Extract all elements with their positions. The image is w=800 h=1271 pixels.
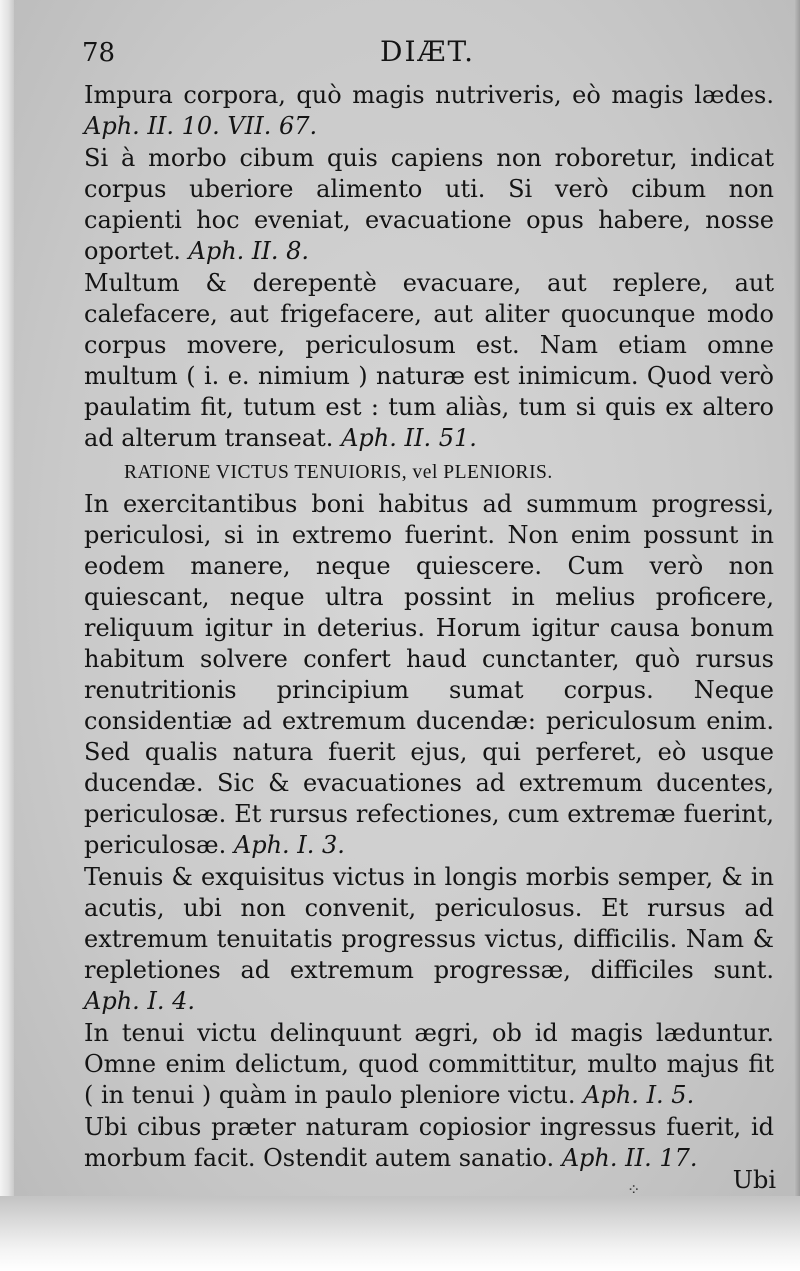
aphorism-paragraph [84, 489, 774, 861]
page-number: 78 [82, 38, 116, 68]
aphorism-text: Tenuis & exquisitus victus in longis morbis semper, & in acutis, ubi non convenit, periculosus. Et rursus ad extremum tenuitatis progressus victus, difficilis. Nam & repletiones ad extremum progressæ, difficiles sunt. [84, 863, 774, 984]
aphorism-entry [84, 80, 774, 142]
page-edge [794, 0, 800, 1271]
section-heading: RATIONE VICTUS TENUIORIS, vel PLENIORIS. [124, 462, 553, 483]
aphorism-reference: Aph. II. 8. [188, 237, 310, 265]
aphorism-entry [84, 1112, 774, 1174]
aphorism-entry [84, 268, 774, 454]
aphorism-text: Impura corpora, quò magis nutriveris, eò magis lædes. [84, 81, 774, 109]
text-block [84, 80, 774, 1175]
aphorism-reference: Aph. II. 51. [341, 424, 477, 452]
aphorism-entry [84, 1018, 774, 1111]
aphorism-reference: Aph. I. 4. [84, 987, 196, 1015]
ink-smudge: ⁘ [627, 1180, 641, 1199]
running-head: DIÆT. [380, 35, 475, 68]
aphorism-paragraph [84, 268, 774, 454]
catchword: Ubi [732, 1166, 776, 1194]
aphorism-entry [84, 862, 774, 1017]
aphorism-text: In tenui victu delinquunt ægri, ob id magis læduntur. Omne enim delictum, quod committitur, multo majus fit ( in tenui ) quàm in paulo pleniore victu. [84, 1019, 774, 1109]
aphorism-text: Si à morbo cibum quis capiens non roboretur, indicat corpus uberiore alimento uti. Si verò cibum non capienti hoc eveniat, evacuatione opus habere, nosse oportet. [84, 144, 774, 265]
aphorism-entry [84, 489, 774, 861]
aphorism-paragraph [84, 1112, 774, 1174]
aphorism-reference: Aph. I. 3. [233, 831, 345, 859]
aphorism-paragraph [84, 143, 774, 267]
aphorism-text: In exercitantibus boni habitus ad summum progressi, periculosi, si in extremo fuerint. Non enim possunt in eodem manere, neque quiescere. Cum verò non quiescant, neque ultra possint in melius proficere, reliquum igitur in deterius. Horum igitur causa bonum habitum solvere confert haud cunctanter, quò rursus renutritionis principium sumat corpus. Neque considentiæ ad extremum ducendæ: periculosum enim. Sed qualis natura fuerit ejus, qui perferet, eò usque ducendæ. Sic & evacuationes ad extremum ducentes, periculosæ. Et rursus refectiones, cum extremæ fuerint, periculosæ. [84, 490, 774, 859]
aphorism-reference: Aph. II. 10. VII. 67. [84, 112, 318, 140]
page-gutter-shadow [0, 0, 14, 1271]
aphorism-reference: Aph. II. 17. [561, 1144, 698, 1172]
aphorism-paragraph [84, 862, 774, 1017]
aphorism-text: Multum & derepentè evacuare, aut replere, aut calefacere, aut frigefacere, aut aliter quocunque modo corpus movere, periculosum est. Nam etiam omne multum ( i. e. nimium ) naturæ est inimicum. Quod verò paulatim fit, tutum est : tum aliàs, tum si quis ex altero ad alterum transeat. [84, 269, 774, 452]
aphorism-text: Ubi cibus præter naturam copiosior ingressus fuerit, id morbum facit. Ostendit autem sanatio. [84, 1113, 774, 1172]
page-bottom-margin [0, 1196, 800, 1271]
aphorism-paragraph [84, 80, 774, 142]
aphorism-entry [84, 143, 774, 267]
aphorism-paragraph [84, 1018, 774, 1111]
aphorism-reference: Aph. I. 5. [583, 1081, 695, 1109]
